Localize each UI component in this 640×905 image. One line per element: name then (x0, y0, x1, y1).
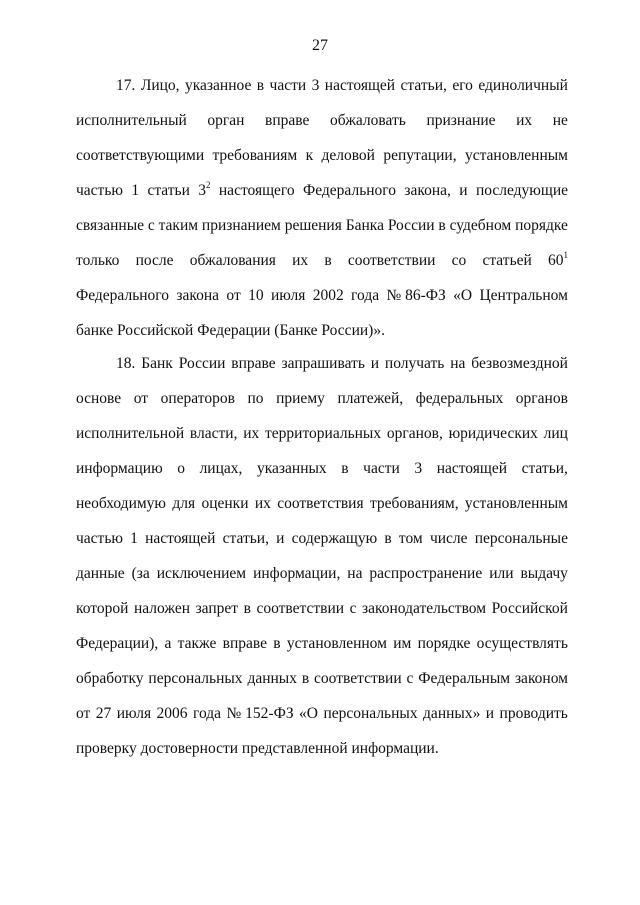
word: Федерального (303, 182, 397, 199)
word: соответствии (256, 600, 345, 617)
word: настоящей (145, 530, 216, 547)
word: $3^2$ (198, 179, 211, 199)
word: вправе (222, 635, 268, 652)
word: законом (514, 670, 568, 687)
word: данные (76, 565, 125, 582)
word: им (393, 635, 412, 652)
paragraph-18-line-5 (76, 495, 568, 513)
word: и (459, 182, 468, 199)
word: с (349, 600, 357, 617)
paragraph-17-line-8: банке Российской Федерации (Банке России)». (76, 322, 385, 339)
word: обжаловать (329, 112, 406, 129)
word: персональных (323, 705, 418, 722)
word: после (135, 252, 174, 269)
word: или (489, 565, 514, 582)
word: установленным (464, 495, 568, 512)
word: по (247, 390, 264, 407)
word: информации, (253, 565, 341, 582)
word: $60^1$ (548, 249, 568, 269)
word: персональные (474, 530, 568, 547)
word: Федерального (76, 287, 170, 304)
word: том (398, 530, 423, 547)
word: частью (76, 182, 123, 199)
word: года (351, 287, 380, 304)
word: в (384, 530, 392, 547)
word: № 86-ФЗ (386, 287, 446, 304)
word: федеральных (415, 390, 504, 407)
word: Федеральным (418, 670, 511, 687)
word: для (172, 495, 196, 512)
word: их (243, 425, 260, 442)
word: решения (284, 217, 342, 234)
paragraph-18-line-9 (76, 635, 568, 653)
word: Банка (345, 217, 384, 234)
word: порядке (417, 635, 471, 652)
word: соответствия (277, 495, 364, 512)
word: осуществлять (476, 635, 568, 652)
word: не (552, 112, 568, 129)
word: основе (76, 390, 122, 407)
word: статьей (482, 252, 532, 269)
paragraph-17-line-1 (116, 77, 568, 95)
word: наложен (133, 600, 191, 617)
word: законодательством (362, 600, 487, 617)
paragraph-17-line-5 (76, 217, 568, 235)
word: и (276, 530, 285, 547)
paragraph-18-line-7 (76, 565, 568, 583)
word: единоличный (478, 77, 568, 94)
word: безвозмездной (471, 355, 568, 372)
paragraph-18-line-8 (76, 600, 568, 618)
superscript-index: 1 (563, 249, 568, 260)
word: указанных (256, 460, 327, 477)
word: запрашивать (281, 355, 365, 372)
paragraph-17-line-6 (76, 249, 568, 270)
word: в (256, 77, 265, 94)
word: указанное (184, 77, 252, 94)
paragraph-18-line-4 (76, 460, 568, 478)
word: и (485, 705, 495, 722)
word: 17. (116, 77, 136, 94)
word: установленным (464, 147, 568, 164)
word: требованиям, (369, 495, 459, 512)
word: статьи, (400, 77, 447, 94)
word: статьи (147, 182, 190, 199)
word: со (451, 252, 467, 269)
word: части (363, 460, 400, 477)
word: обжалования (189, 252, 276, 269)
word: Федерации), (76, 635, 159, 652)
paragraph-17-line-4 (76, 179, 568, 200)
word: признание (426, 112, 496, 129)
word: года (193, 705, 222, 722)
word: настоящей (436, 460, 508, 477)
word: лиц (543, 425, 568, 442)
word: распространение (369, 565, 483, 582)
word: в (324, 252, 332, 269)
word: и (370, 355, 380, 372)
word: от (226, 287, 241, 304)
word: получать (384, 355, 445, 372)
word: платежей, (337, 390, 404, 407)
word: последующие (475, 182, 568, 199)
word: с (147, 217, 155, 234)
word: закона (176, 287, 220, 304)
word: части (269, 77, 307, 94)
word: 2006 (156, 705, 188, 722)
word: России (178, 355, 226, 372)
word: власти, (189, 425, 238, 442)
word: настоящей (324, 77, 396, 94)
word: обработку (76, 670, 144, 687)
word: в (273, 635, 281, 652)
word: связанные (76, 217, 145, 234)
word: о (177, 460, 185, 477)
word: 1 (131, 182, 140, 199)
word: вправе (231, 355, 276, 372)
word: с (406, 670, 414, 687)
word: запрет (195, 600, 239, 617)
word: территориальных (265, 425, 382, 442)
superscript-index: 2 (206, 179, 211, 190)
word: порядке (515, 217, 568, 234)
word: таким (158, 217, 199, 234)
paragraph-17-line-7 (76, 287, 568, 305)
paragraph-17-line-2 (76, 112, 568, 130)
word: 27 (95, 705, 112, 722)
word: соответствии (347, 252, 436, 269)
word: их (292, 252, 309, 269)
word: в (243, 600, 251, 617)
word: июля (270, 287, 306, 304)
word: лицах, (199, 460, 243, 477)
word: 3 (311, 77, 320, 94)
paragraph-18-line-6 (76, 530, 568, 548)
word: а (164, 635, 172, 652)
paragraph-18-line-3 (76, 425, 568, 443)
word: его (452, 77, 473, 94)
word: (за (131, 565, 150, 582)
word: данных (247, 670, 297, 687)
word: необходимую (76, 495, 167, 512)
word: частью (76, 530, 123, 547)
word: орган (207, 112, 245, 129)
word: «О (299, 705, 318, 722)
word: только (76, 252, 120, 269)
word: статьи, (521, 460, 568, 477)
word: репутации, (383, 147, 457, 164)
word: закона, (404, 182, 451, 199)
word: 10 (248, 287, 264, 304)
word: России (387, 217, 435, 234)
page-number: 27 (312, 37, 328, 54)
word: деловой (321, 147, 375, 164)
word: исполнительной (76, 425, 185, 442)
word: исключением (156, 565, 247, 582)
word: числе (429, 530, 468, 547)
word: требованиям (212, 147, 298, 164)
word: 18. (116, 355, 136, 372)
word: органов (515, 390, 568, 407)
word: исполнительный (76, 112, 187, 129)
word: № 152-ФЗ (226, 705, 294, 722)
paragraph-18-line-10 (76, 670, 568, 688)
word: персональных (148, 670, 243, 687)
paragraph-18-line-12: проверку достоверности представленной информации. (76, 740, 439, 757)
paragraph-18-line-1 (116, 355, 568, 373)
word: настоящего (218, 182, 295, 199)
word: статьи, (222, 530, 269, 547)
word: соответствии (314, 670, 402, 687)
word: также (177, 635, 217, 652)
word: в (438, 217, 446, 234)
word: которой (76, 600, 129, 617)
word: 2002 (312, 287, 344, 304)
word: Банк (141, 355, 173, 372)
word: на (347, 565, 363, 582)
word: данных» (423, 705, 481, 722)
word: от (76, 705, 91, 722)
word: соответствующими (76, 147, 205, 164)
word: оценки (201, 495, 249, 512)
paragraph-18-line-11 (76, 705, 568, 723)
word: в (341, 460, 349, 477)
word: 1 (130, 530, 138, 547)
word: содержащую (291, 530, 378, 547)
word: признанием (201, 217, 281, 234)
paragraph-17-line-3 (76, 147, 568, 165)
word: информацию (76, 460, 163, 477)
word: от (133, 390, 149, 407)
word: установленном (286, 635, 387, 652)
word: операторов (160, 390, 235, 407)
word: Российской (491, 600, 568, 617)
word: судебном (449, 217, 512, 234)
word: проводить (499, 705, 568, 722)
word: их (516, 112, 533, 129)
word: июля (116, 705, 152, 722)
word: «О (453, 287, 473, 304)
word: юридических (448, 425, 538, 442)
word: в (301, 670, 310, 687)
word: Центральном (479, 287, 568, 304)
word: приему (276, 390, 325, 407)
word: 3 (414, 460, 423, 477)
word: на (450, 355, 466, 372)
word: вправе (265, 112, 310, 129)
word: их (254, 495, 271, 512)
word: выдачу (520, 565, 568, 582)
paragraph-18-line-2 (76, 390, 568, 408)
word: к (305, 147, 314, 164)
word: Лицо, (140, 77, 180, 94)
word: органов, (386, 425, 443, 442)
